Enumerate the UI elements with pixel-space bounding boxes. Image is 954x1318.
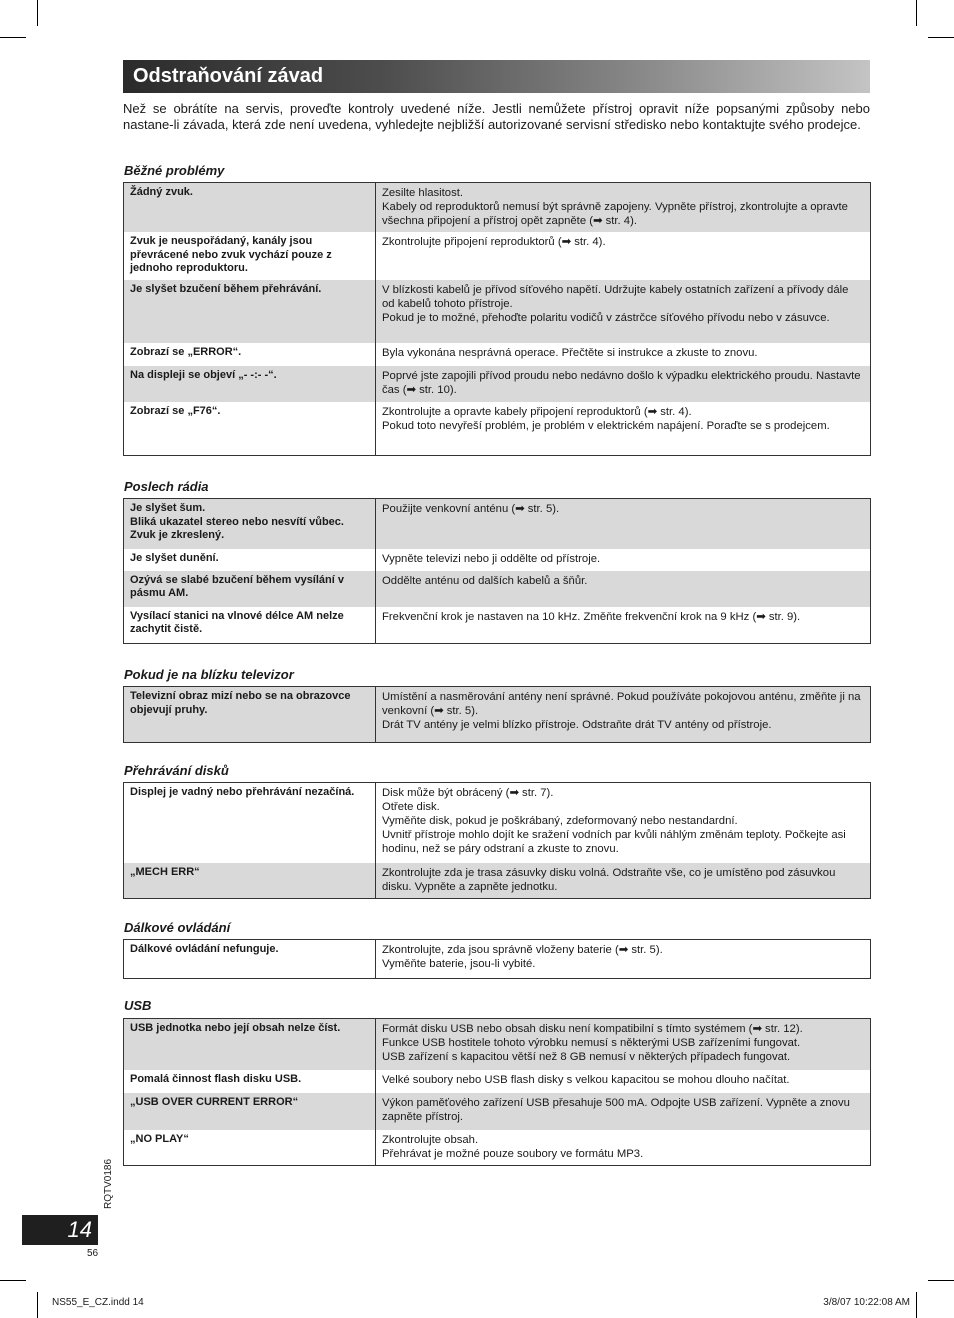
problem-cell: Pomalá činnost flash disku USB.: [124, 1070, 376, 1093]
problem-cell: Zvuk je neuspořádaný, kanály jsou převrácené nebo zvuk vychází pouze z jednoho reproduktoru.: [124, 232, 376, 280]
solution-cell: Zkontrolujte zda je trasa zásuvky disku volná. Odstraňte vše, co je umístěno pod zásuvkou disku. Vypněte a zapněte jednotku.: [376, 863, 871, 899]
crop-mark: [916, 0, 917, 26]
solution-cell: Frekvenční krok je nastaven na 10 kHz. Změňte frekvenční krok na 9 kHz (➡ str. 9).: [382, 610, 801, 623]
page-title: Odstraňování závad: [133, 65, 324, 87]
footer-file: NS55_E_CZ.indd 14: [52, 1297, 144, 1308]
troubleshooting-table: [123, 939, 871, 979]
solution-cell: Použijte venkovní anténu (➡ str. 5).: [376, 499, 871, 549]
problem-cell: Zobrazí se „ERROR“.: [124, 343, 376, 366]
section-title: Přehrávání disků: [124, 763, 229, 778]
troubleshooting-table: [123, 782, 871, 899]
table-row: [124, 1093, 871, 1130]
problem-cell: Je slyšet dunění.: [124, 549, 376, 571]
problem-cell: Žádný zvuk.: [124, 183, 376, 233]
section-title: Pokud je na blízku televizor: [124, 667, 294, 682]
table-row: [124, 783, 871, 863]
solution-cell: Poprvé jste zapojili přívod proudu nebo nedávno došlo k výpadku elektrického proudu. Nastavte čas (➡ str. 10).: [376, 366, 871, 402]
solution-cell: Velké soubory nebo USB flash disky s velkou kapacitou se mohou dlouho načítat.: [382, 1073, 790, 1086]
solution-cell: Zkontrolujte, zda jsou správně vloženy baterie (➡ str. 5). Vyměňte baterie, jsou-li vybité.: [382, 944, 663, 970]
problem-cell: Vysílací stanici na vlnové délce AM nelze zachytit čistě.: [124, 607, 376, 644]
solution-cell: Umístění a nasměrování antény není správné. Pokud používáte pokojovou anténu, změňte ji na venkovní (➡ str. 5). Drát TV antény je velmi blízko přístroje. Odstraňte drát TV antény od přístroje.: [376, 687, 871, 743]
crop-mark: [0, 1280, 26, 1281]
crop-mark: [37, 0, 38, 26]
table-row: [124, 1070, 871, 1093]
solution-cell: V blízkosti kabelů je přívod síťového napětí. Udržujte kabely ostatních zařízení a přívody dále od kabelů tohoto přístroje. Pokud je to možné, přehoďte polaritu vodičů v zástrčce síťového přívodu nebo v zásuvce.: [376, 280, 871, 343]
intro-text: Než se obrátíte na servis, proveďte kontroly uvedené níže. Jestli nemůžete přístroj opravit níže popsanými způsoby nebo nastane-li závada, která zde není uvedena, vyhledejte nejbližší autorizované servisní středisko nebo kontaktujte svého prodejce.: [123, 101, 870, 132]
solution-cell: Zkontrolujte připojení reproduktorů (➡ str. 4).: [382, 236, 606, 248]
table-row: [124, 1019, 871, 1070]
problem-cell: Dálkové ovládání nefunguje.: [124, 940, 376, 979]
table-row: [124, 366, 871, 402]
title-bar: [123, 60, 870, 93]
section-title: Běžné problémy: [124, 163, 225, 178]
solution-cell: Zesilte hlasitost. Kabely od reproduktorů nemusí být správně zapojeny. Vypněte přístroj, zkontrolujte a opravte všechna připojení a přístroj opět zapněte (➡ str. 4).: [376, 183, 871, 233]
table-row: [124, 280, 871, 343]
document-code: RQTV0186: [103, 1158, 114, 1210]
problem-cell: Ozývá se slabé bzučení během vysílání v pásmu AM.: [124, 571, 376, 607]
problem-cell: Televizní obraz mizí nebo se na obrazovce objevují pruhy.: [124, 687, 376, 743]
solution-cell: Zkontrolujte obsah. Přehrávat je možné pouze soubory ve formátu MP3.: [382, 1133, 644, 1160]
crop-mark: [928, 1280, 954, 1281]
problem-cell: „USB OVER CURRENT ERROR“: [124, 1093, 376, 1130]
problem-cell: Displej je vadný nebo přehrávání nezačíná.: [124, 783, 376, 863]
small-page-number: 56: [87, 1248, 99, 1259]
section-title: USB: [124, 998, 152, 1013]
solution-cell: Byla vykonána nesprávná operace. Přečtěte si instrukce a zkuste to znovu.: [382, 347, 758, 359]
table-row: [124, 402, 871, 455]
problem-cell: „MECH ERR“: [124, 863, 376, 899]
table-row: [124, 687, 871, 743]
solution-cell: Formát disku USB nebo obsah disku není kompatibilní s tímto systémem (➡ str. 12). Funkce USB hostitele tohoto výrobku nemusí s některými USB zařízeními fungovat. USB zařízení s kapacitou větší než 8 GB nemusí v některých případech fungovat.: [376, 1019, 871, 1070]
section-title: Poslech rádia: [124, 479, 209, 494]
section-title: Dálkové ovládání: [124, 920, 231, 935]
table-row: [124, 571, 871, 607]
solution-cell: Oddělte anténu od dalších kabelů a šňůr.: [376, 571, 871, 607]
problem-cell: Je slyšet bzučení během přehrávání.: [124, 280, 376, 343]
crop-mark: [37, 1292, 38, 1318]
solution-cell: Výkon paměťového zařízení USB přesahuje 500 mA. Odpojte USB zařízení. Vypněte a znovu zapněte přístroj.: [376, 1093, 871, 1130]
crop-mark: [0, 37, 26, 38]
problem-cell: Zobrazí se „F76“.: [124, 402, 376, 455]
solution-cell: Disk může být obrácený (➡ str. 7). Otřete disk. Vyměňte disk, pokud je poškrábaný, zdeformovaný nebo nestandardní. Uvnitř přístroje mohlo dojít ke sražení vodních par kvůli náhlým změnám teploty. Počkejte asi hodinu, než se páry odstraní a zkuste to znovu.: [382, 787, 846, 855]
table-row: [124, 183, 871, 233]
table-row: [124, 863, 871, 899]
table-row: [124, 343, 871, 366]
troubleshooting-table: [123, 686, 871, 743]
table-row: [124, 232, 871, 280]
table-row: [124, 1130, 871, 1166]
problem-cell: Na displeji se objeví „- -:- -“.: [124, 366, 376, 402]
problem-cell: „NO PLAY“: [124, 1130, 376, 1166]
table-row: [124, 940, 871, 979]
table-row: [124, 607, 871, 644]
problem-cell: Je slyšet šum. Bliká ukazatel stereo nebo nesvítí vůbec. Zvuk je zkreslený.: [124, 499, 376, 549]
solution-cell: Vypněte televizi nebo ji oddělte od přístroje.: [382, 552, 601, 565]
troubleshooting-table: [123, 498, 871, 644]
footer-timestamp: 3/8/07 10:22:08 AM: [823, 1297, 910, 1308]
troubleshooting-table: [123, 182, 871, 456]
table-row: [124, 499, 871, 549]
table-row: [124, 549, 871, 571]
page-number: 14: [67, 1217, 92, 1242]
solution-cell: Zkontrolujte a opravte kabely připojení reproduktorů (➡ str. 4). Pokud toto nevyřeší problém, je problém v elektrickém napájení. Poraďte se s prodejcem.: [382, 406, 830, 432]
troubleshooting-table: [123, 1018, 871, 1166]
problem-cell: USB jednotka nebo její obsah nelze číst.: [124, 1019, 376, 1070]
crop-mark: [928, 37, 954, 38]
crop-mark: [916, 1292, 917, 1318]
page-number-box: [22, 1215, 98, 1245]
